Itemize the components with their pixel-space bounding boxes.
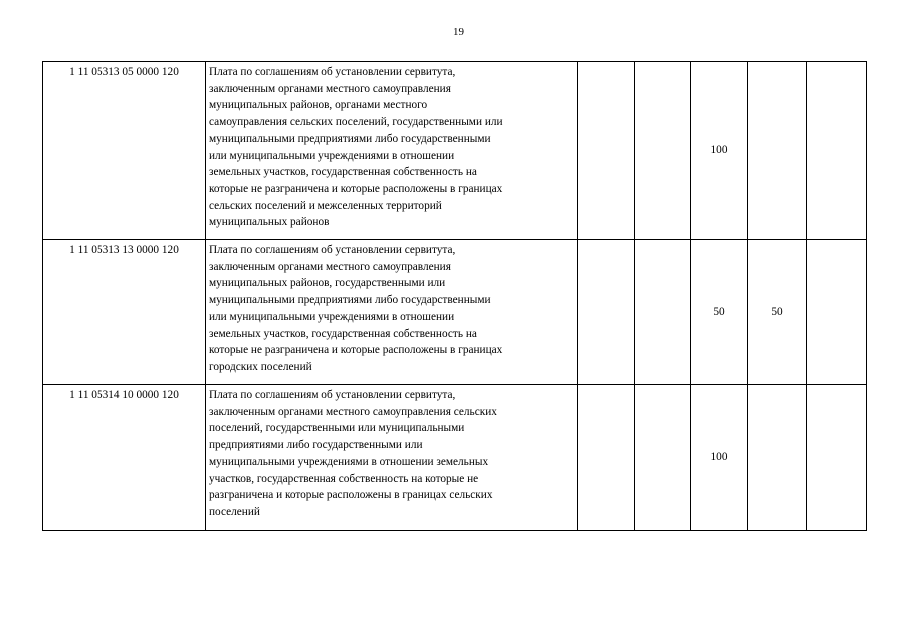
value-cell xyxy=(578,62,635,240)
value-cell xyxy=(635,62,691,240)
value-cell xyxy=(748,385,807,531)
value-cell: 100 xyxy=(691,62,748,240)
revenue-code-cell: 1 11 05313 13 0000 120 xyxy=(43,240,206,385)
value-cell xyxy=(807,385,867,531)
table-row xyxy=(43,385,867,531)
revenue-description-cell: Плата по соглашениям об установлении сервитута, заключенным органами местного самоуправления муниципальных районов, органами местного самоуправления сельских поселений, государственными или муниципальными предприятиями либо государственными или муниципальными учреждениями в отношении земельных участков, государственная собственность на которые не разграничена и которые расположены в границах сельских поселений и межселенных территорий муниципальных районов xyxy=(206,62,578,240)
value-cell xyxy=(635,240,691,385)
value-cell: 100 xyxy=(691,385,748,531)
value-cell xyxy=(748,62,807,240)
value-cell xyxy=(807,62,867,240)
page-number: 19 xyxy=(453,26,464,38)
value-cell: 50 xyxy=(748,240,807,385)
revenue-code-cell: 1 11 05313 05 0000 120 xyxy=(43,62,206,240)
revenue-description-cell: Плата по соглашениям об установлении сервитута, заключенным органами местного самоуправления муниципальных районов, государственными или муниципальными предприятиями либо государственными или муниципальными учреждениями в отношении земельных участков, государственная собственность на которые не разграничена и которые расположены в границах городских поселений xyxy=(206,240,578,385)
revenue-distribution-table xyxy=(42,61,867,531)
value-cell xyxy=(578,385,635,531)
value-cell xyxy=(635,385,691,531)
value-cell xyxy=(578,240,635,385)
table-row xyxy=(43,62,867,240)
value-cell xyxy=(807,240,867,385)
table-row xyxy=(43,240,867,385)
revenue-code-cell: 1 11 05314 10 0000 120 xyxy=(43,385,206,531)
value-cell: 50 xyxy=(691,240,748,385)
revenue-description-cell: Плата по соглашениям об установлении сервитута, заключенным органами местного самоуправления сельских поселений, государственными или муниципальными предприятиями либо государственными или муниципальными учреждениями в отношении земельных участков, государственная собственность на которые не разграничена и которые расположены в границах сельских поселений xyxy=(206,385,578,531)
